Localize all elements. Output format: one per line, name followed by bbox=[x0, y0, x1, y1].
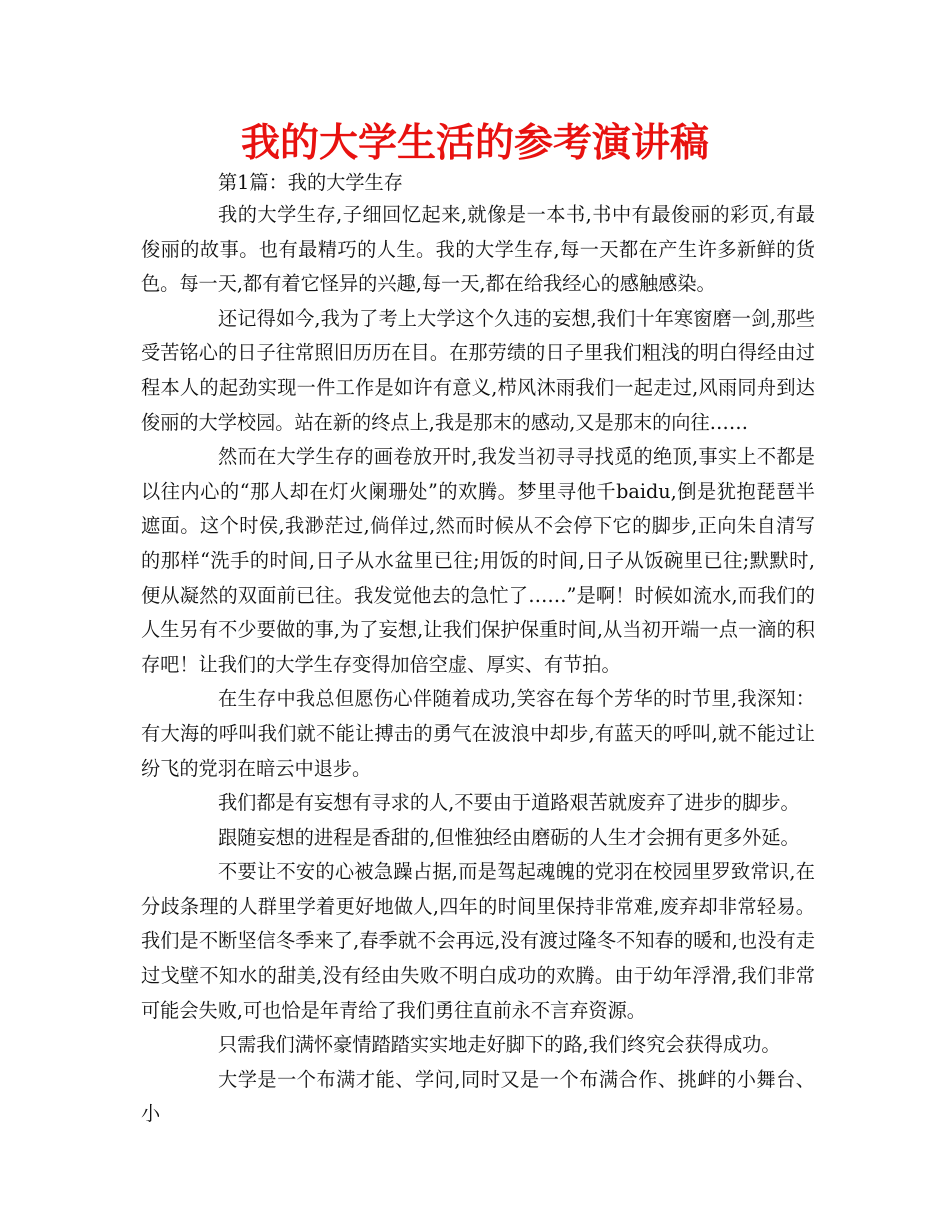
paragraph-2: 还记得如今,我为了考上大学这个久违的妄想,我们十年寒窗磨一剑,那些受苦铭心的日子往常照旧历历在目。在那劳绩的日子里我们粗浅的明白得经由过程本人的起劲实现一件工作是如许有意义,栉风沐雨我们一起走过,风雨同舟到达俊丽的大学校园。站在新的终点上,我是那末的感动,又是那末的向往…… bbox=[141, 306, 815, 434]
paragraph-7: 不要让不安的心被急躁占据,而是驾起魂魄的党羽在校园里罗致常识,在分歧条理的人群里学着更好地做人,四年的时间里保持非常难,废弃却非常轻易。我们是不断坚信冬季来了,春季就不会再远,没有渡过隆冬不知春的暖和,也没有走过戈壁不知水的甜美,没有经由失败不明白成功的欢腾。由于幼年浮滑,我们非常可能会失败,可也恰是年青给了我们勇往直前永不言弃资源。 bbox=[141, 860, 815, 1022]
paragraph-5: 我们都是有妄想有寻求的人,不要由于道路艰苦就废弃了进步的脚步。 bbox=[218, 791, 800, 815]
paragraph-6: 跟随妄想的进程是香甜的,但惟独经由磨砺的人生才会拥有更多外延。 bbox=[218, 825, 800, 849]
paragraph-8: 只需我们满怀豪情踏踏实实地走好脚下的路,我们终究会获得成功。 bbox=[218, 1033, 781, 1057]
chapter-heading: 第1篇：我的大学生存 bbox=[218, 171, 403, 194]
document-title: 我的大学生活的参考演讲稿 bbox=[240, 121, 709, 166]
paragraph-4: 在生存中我总但愿伤心伴随着成功,笑容在每个芳华的时节里,我深知：有大海的呼叫我们就不能让搏击的勇气在波浪中却步,有蓝天的呼叫,就不能过让纷飞的党羽在暗云中退步。 bbox=[141, 687, 815, 780]
paragraph-3: 然而在大学生存的画卷放开时,我发当初寻寻找觅的绝顶,事实上不都是以往内心的“那人却在灯火阑珊处”的欢腾。梦里寻他千baidu,倒是犹抱琵琶半遮面。这个时侯,我渺茫过,倘佯过,然而时候从不会停下它的脚步,正向朱自清写的那样“洗手的时间,日子从水盆里已往;用饭的时间,日子从饭碗里已往;默默时,便从凝然的双面前已往。我发觉他去的急忙了……”是啊！时候如流水,而我们的人生另有不少要做的事,为了妄想,让我们保护保重时间,从当初开端一点一滴的积存吧！让我们的大学生存变得加倍空虚、厚实、有节拍。 bbox=[141, 445, 815, 676]
paragraph-9: 大学是一个布满才能、学问,同时又是一个布满合作、挑衅的小舞台、小 bbox=[141, 1067, 815, 1126]
paragraph-1: 我的大学生存,子细回忆起来,就像是一本书,书中有最俊丽的彩页,有最俊丽的故事。也有最精巧的人生。我的大学生存,每一天都在产生许多新鲜的货色。每一天,都有着它怪异的兴趣,每一天,都在给我经心的感触感染。 bbox=[141, 203, 815, 296]
document-body bbox=[141, 168, 815, 1132]
